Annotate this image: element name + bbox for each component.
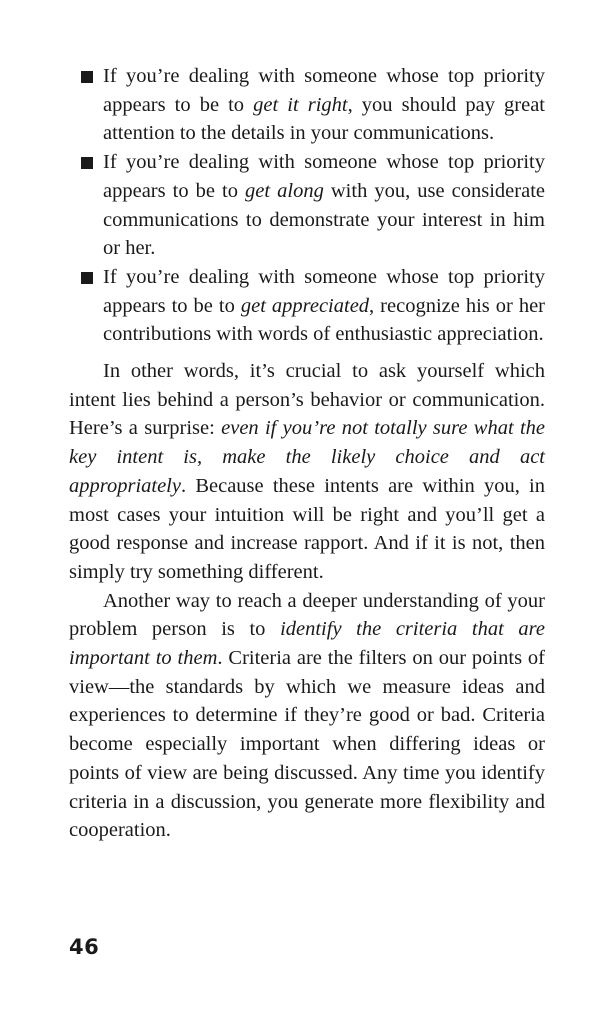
- bullet-item-get-it-right: [69, 62, 545, 148]
- paragraph-text: In other words, it’s crucial to ask yourself which intent lies behind a person’s behavior or communication. Here’s a surprise:: [69, 360, 545, 440]
- bullet-emphasis: get along: [245, 179, 324, 202]
- bullet-emphasis: get appreciated: [240, 294, 370, 317]
- page-number: 46: [69, 935, 100, 959]
- square-bullet-icon: [81, 157, 93, 169]
- bullet-text: , you should pay great attention to the details in your communications.: [103, 93, 545, 145]
- bullet-text: with you, use considerate communications to demonstrate your interest in him or her.: [103, 179, 545, 260]
- paragraph-text: Another way to reach a deeper understanding of your problem person is to: [69, 589, 545, 641]
- paragraph-emphasis: even if you’re not totally sure what the key intent is, make the likely choice and act appropriately: [69, 417, 545, 497]
- paragraph-text: . Criteria are the filters on our points of view—the standards by which we measure ideas and experiences to determine if they’re good or bad. Criteria become especially important when differing ideas or points of view are being discussed. Any time you identify criteria in a discussion, you generate more flexibility and cooperation.: [69, 647, 545, 842]
- page-body: [69, 62, 545, 845]
- bullet-emphasis: get it right: [253, 93, 348, 116]
- square-bullet-icon: [81, 272, 93, 284]
- bullet-text: If you’re dealing with someone whose top priority appears to be to: [103, 151, 545, 202]
- bullet-item-get-along: [69, 148, 545, 263]
- bullet-list: [69, 62, 545, 349]
- bullet-text: , recognize his or her contributions with words of enthusiastic appreciation.: [103, 294, 546, 346]
- paragraph-criteria: [69, 587, 545, 845]
- bullet-text: If you’re dealing with someone whose top priority appears to be to: [103, 265, 545, 317]
- square-bullet-icon: [81, 71, 93, 83]
- paragraph-text: . Because these intents are within you, in most cases your intuition will be right and you’ll get a good response and increase rapport. And if it is not, then simply try something different.: [69, 474, 545, 583]
- paragraph-intent: [69, 357, 545, 587]
- paragraph-emphasis: identify the criteria that are important to them: [69, 618, 545, 670]
- bullet-item-get-appreciated: [69, 263, 545, 349]
- bullet-text: If you’re dealing with someone whose top priority appears to be to: [103, 65, 545, 116]
